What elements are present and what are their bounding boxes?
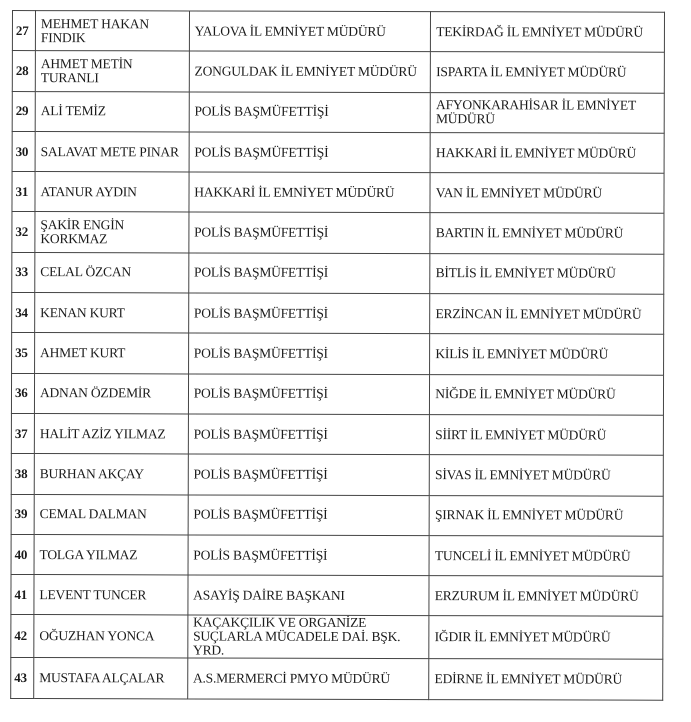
table-row (12, 172, 664, 214)
row-number: 42 (11, 615, 34, 658)
row-number: 34 (12, 293, 35, 333)
new-post: SİİRT İL EMNİYET MÜDÜRÜ (430, 415, 664, 456)
row-number: 39 (11, 494, 34, 534)
person-name: AHMET METİN TURANLI (35, 51, 189, 92)
person-name: ADNAN ÖZDEMİR (34, 373, 188, 414)
new-post: HAKKARİ İL EMNİYET MÜDÜRÜ (430, 132, 664, 173)
row-number: 33 (12, 252, 35, 292)
new-post: KİLİS İL EMNİYET MÜDÜRÜ (430, 334, 664, 375)
table-row (11, 373, 663, 415)
current-post: POLİS BAŞMÜFETTİŞİ (188, 293, 430, 334)
row-number: 30 (12, 131, 35, 171)
person-name: KENAN KURT (35, 293, 189, 334)
table-row (12, 293, 664, 335)
person-name: MEHMET HAKAN FINDIK (35, 11, 189, 52)
table-row (12, 51, 664, 93)
person-name: BURHAN AKÇAY (34, 454, 188, 495)
current-post: KAÇAKÇILIK VE ORGANİZE SUÇLARLA MÜCADELE DAİ. BŞK. YRD. (188, 615, 430, 659)
current-post: POLİS BAŞMÜFETTİŞİ (189, 212, 431, 253)
row-number: 29 (12, 91, 35, 131)
current-post: ZONGULDAK İL EMNİYET MÜDÜRÜ (189, 51, 431, 92)
table-row (11, 494, 663, 536)
row-number: 32 (12, 212, 35, 252)
current-post: POLİS BAŞMÜFETTİŞİ (188, 535, 430, 576)
table-row (12, 131, 664, 173)
table-row (12, 91, 664, 133)
person-name: OĞUZHAN YONCA (34, 615, 188, 658)
current-post: POLİS BAŞMÜFETTİŞİ (188, 374, 430, 415)
new-post: TEKİRDAĞ İL EMNİYET MÜDÜRÜ (431, 12, 665, 53)
row-number: 43 (11, 658, 34, 698)
person-name: CELAL ÖZCAN (35, 252, 189, 293)
current-post: A.S.MERMERCİ PMYO MÜDÜRÜ (187, 658, 429, 699)
table-row (11, 575, 663, 617)
current-post: POLİS BAŞMÜFETTİŞİ (188, 414, 430, 455)
person-name: TOLGA YILMAZ (34, 534, 188, 575)
table-row (11, 454, 663, 496)
appointment-table-body (11, 11, 665, 700)
row-number: 35 (12, 333, 35, 373)
person-name: SALAVAT METE PINAR (35, 131, 189, 172)
current-post: POLİS BAŞMÜFETTİŞİ (188, 495, 430, 536)
table-row (11, 658, 663, 700)
new-post: SİVAS İL EMNİYET MÜDÜRÜ (430, 455, 664, 496)
new-post: ŞIRNAK İL EMNİYET MÜDÜRÜ (429, 495, 663, 536)
current-post: HAKKARİ İL EMNİYET MÜDÜRÜ (189, 172, 431, 213)
row-number: 28 (12, 51, 35, 91)
new-post: ERZURUM İL EMNİYET MÜDÜRÜ (429, 576, 663, 617)
current-post: POLİS BAŞMÜFETTİŞİ (188, 454, 430, 495)
new-post: NİĞDE İL EMNİYET MÜDÜRÜ (430, 374, 664, 415)
new-post: IĞDIR İL EMNİYET MÜDÜRÜ (429, 616, 663, 660)
new-post: BARTIN İL EMNİYET MÜDÜRÜ (430, 213, 664, 254)
person-name: AHMET KURT (35, 333, 189, 374)
appointment-table (10, 10, 665, 700)
table-row (12, 252, 664, 294)
current-post: ASAYİŞ DAİRE BAŞKANI (188, 575, 430, 616)
person-name: ALİ TEMİZ (35, 91, 189, 132)
table-row (11, 615, 663, 660)
new-post: VAN İL EMNİYET MÜDÜRÜ (430, 173, 664, 214)
table-row (11, 413, 663, 455)
new-post: BİTLİS İL EMNİYET MÜDÜRÜ (430, 253, 664, 294)
row-number: 27 (12, 11, 35, 51)
row-number: 41 (11, 575, 34, 615)
person-name: MUSTAFA ALÇALAR (34, 658, 188, 699)
current-post: POLİS BAŞMÜFETTİŞİ (188, 333, 430, 374)
current-post: POLİS BAŞMÜFETTİŞİ (189, 132, 431, 173)
current-post: POLİS BAŞMÜFETTİŞİ (189, 92, 431, 133)
table-row (12, 333, 664, 375)
table-row (11, 534, 663, 576)
new-post: ISPARTA İL EMNİYET MÜDÜRÜ (431, 52, 665, 93)
person-name: CEMAL DALMAN (34, 494, 188, 535)
row-number: 38 (11, 454, 34, 494)
current-post: YALOVA İL EMNİYET MÜDÜRÜ (189, 11, 431, 52)
row-number: 31 (12, 172, 35, 212)
person-name: ATANUR AYDIN (35, 172, 189, 213)
person-name: HALİT AZİZ YILMAZ (34, 414, 188, 455)
new-post: EDİRNE İL EMNİYET MÜDÜRÜ (429, 659, 663, 700)
new-post: ERZİNCAN İL EMNİYET MÜDÜRÜ (430, 294, 664, 335)
table-row (12, 11, 664, 53)
person-name: LEVENT TUNCER (34, 575, 188, 616)
row-number: 37 (11, 413, 34, 453)
row-number: 36 (11, 373, 34, 413)
row-number: 40 (11, 534, 34, 574)
current-post: POLİS BAŞMÜFETTİŞİ (188, 253, 430, 294)
new-post: AFYONKARAHİSAR İL EMNİYET MÜDÜRÜ (430, 92, 664, 133)
table-row (12, 212, 664, 254)
person-name: ŞAKİR ENGİN KORKMAZ (35, 212, 189, 253)
new-post: TUNCELİ İL EMNİYET MÜDÜRÜ (429, 535, 663, 576)
